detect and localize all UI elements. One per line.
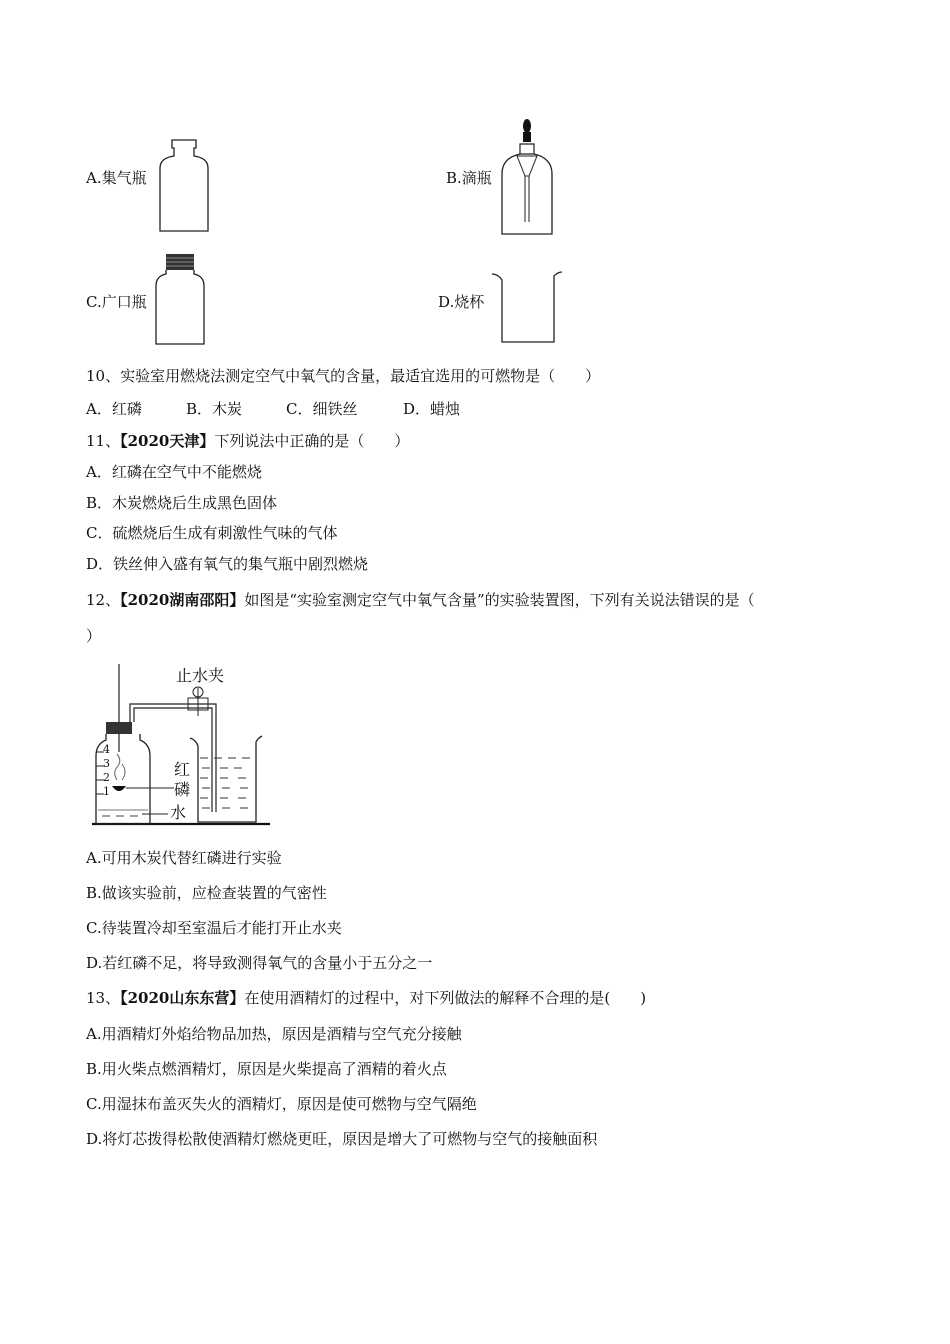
q13-stem-text: 在使用酒精灯的过程中，对下列做法的解释不合理的是( ) (244, 989, 647, 1007)
q13-number: 13、 (86, 989, 121, 1007)
q10-option-c: C．细铁丝 (286, 400, 358, 418)
scale-mark-2: 2 (103, 771, 110, 784)
q11-option-c: C．硫燃烧后生成有刺激性气味的气体 (86, 524, 338, 542)
phosphorus-label-2: 磷 (174, 780, 191, 799)
q11-stem-text: 下列说法中正确的是（ ） (214, 432, 410, 450)
q13-source: 【2020山东东营】 (120, 989, 245, 1007)
q13-option-d: D.将灯芯拨得松散使酒精灯燃烧更旺，原因是增大了可燃物与空气的接触面积 (86, 1130, 598, 1148)
water-label: 水 (170, 803, 187, 822)
q11-option-b: B．木炭燃烧后生成黑色固体 (86, 494, 278, 512)
q10-option-b: B．木炭 (186, 400, 243, 418)
q12-option-c: C.待装置冷却至室温后才能打开止水夹 (86, 919, 342, 937)
q9-option-c: C.广口瓶 (86, 293, 147, 311)
q12-stem-continuation: ） (86, 627, 102, 645)
clamp-label: 止水夹 (176, 666, 225, 685)
q12-stem (86, 590, 755, 610)
q11-option-a: A．红磷在空气中不能燃烧 (86, 463, 262, 481)
q9-option-b: B.滴瓶 (446, 169, 492, 187)
q11-stem (86, 431, 409, 451)
scale-mark-4: 4 (103, 743, 110, 756)
q12-option-b: B.做该实验前，应检查装置的气密性 (86, 884, 327, 902)
q12-stem-text: 如图是“实验室测定空气中氧气含量”的实验装置图，下列有关说法错误的是（ (244, 591, 755, 609)
q12-option-a: A.可用木炭代替红磷进行实验 (86, 849, 282, 867)
phosphorus-label-1: 红 (174, 760, 191, 779)
q13-option-a: A.用酒精灯外焰给物品加热，原因是酒精与空气充分接触 (86, 1025, 462, 1043)
q9-option-a: A.集气瓶 (86, 169, 147, 187)
q11-source: 【2020天津】 (120, 432, 215, 450)
q11-number: 11、 (86, 432, 121, 450)
q10-stem: 10、实验室用燃烧法测定空气中氧气的含量，最适宜选用的可燃物是（ ） (86, 367, 601, 385)
gas-collecting-bottle-icon (158, 138, 210, 233)
q13-option-c: C.用湿抹布盖灭失火的酒精灯，原因是使可燃物与空气隔绝 (86, 1095, 477, 1113)
wide-mouth-bottle-icon (154, 252, 206, 346)
q13-stem (86, 988, 646, 1008)
q10-option-d: D．蜡烛 (403, 400, 461, 418)
beaker-icon (490, 270, 566, 346)
q9-option-d: D.烧杯 (438, 293, 485, 311)
q12-source: 【2020湖南邵阳】 (120, 591, 245, 609)
scale-mark-3: 3 (103, 757, 110, 770)
scale-mark-1: 1 (103, 785, 110, 798)
q10-option-a: A．红磷 (86, 400, 142, 418)
q12-number: 12、 (86, 591, 121, 609)
dropper-bottle-icon (500, 116, 554, 236)
q12-option-d: D.若红磷不足，将导致测得氧气的含量小于五分之一 (86, 954, 433, 972)
q13-option-b: B.用火柴点燃酒精灯，原因是火柴提高了酒精的着火点 (86, 1060, 447, 1078)
q11-option-d: D．铁丝伸入盛有氧气的集气瓶中剧烈燃烧 (86, 555, 369, 573)
